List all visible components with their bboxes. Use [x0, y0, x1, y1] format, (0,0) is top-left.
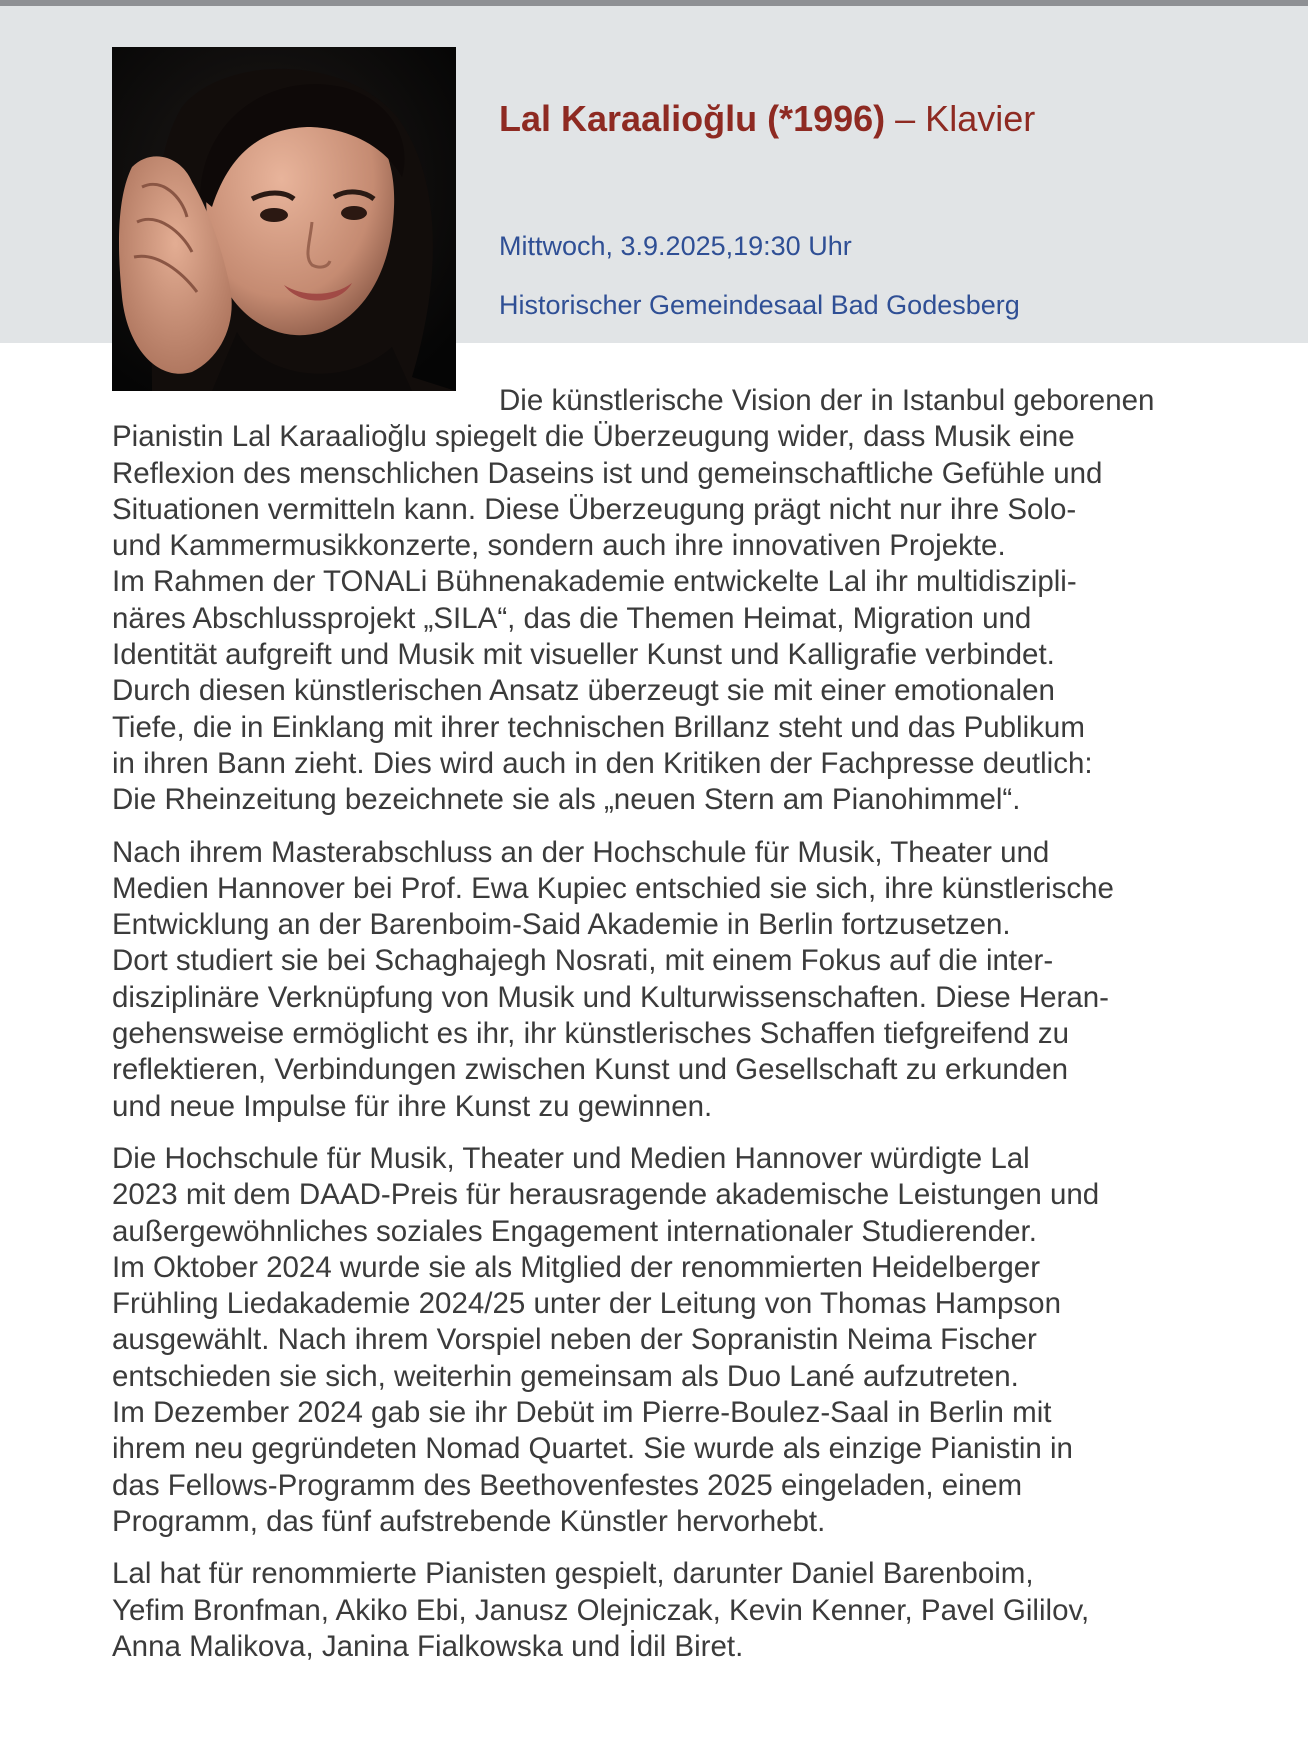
bio-line: Identität aufgreift und Musik mit visueller Kunst und Kalligrafie verbindet. [112, 638, 1055, 672]
artist-name: Lal Karaalioğlu (*1996) [499, 98, 886, 139]
bio-line: näres Abschlussprojekt „SILA“, das die Themen Heimat, Migration und [112, 601, 1032, 635]
bio-line: Tiefe, die in Einklang mit ihrer technischen Brillanz steht und das Publikum [112, 710, 1085, 744]
concert-date: Mittwoch, 3.9.2025,19:30 Uhr [499, 231, 852, 261]
bio-paragraph [112, 383, 1242, 819]
bio-line: das Fellows-Programm des Beethovenfestes 2025 eingeladen, einem [112, 1468, 1023, 1502]
bio-line: Yefim Bronfman, Akiko Ebi, Janusz Olejniczak, Kevin Kenner, Pavel Gililov, [112, 1593, 1090, 1627]
concert-title [499, 98, 1035, 140]
bio-line: Die Rheinzeitung bezeichnete sie als „neuen Stern am Pianohimmel“. [112, 783, 1021, 817]
biography [112, 383, 1242, 1681]
bio-line: außergewöhnliches soziales Engagement internationaler Studierender. [112, 1214, 1037, 1248]
bio-line: Dort studiert sie bei Schaghajegh Nosrati, mit einem Fokus auf die inter- [112, 944, 1054, 978]
bio-paragraph [112, 1556, 1242, 1665]
bio-line: Lal hat für renommierte Pianisten gespielt, darunter Daniel Barenboim, [112, 1557, 1034, 1591]
bio-paragraph [112, 1141, 1242, 1540]
bio-line: Durch diesen künstlerischen Ansatz überzeugt sie mit einer emotionalen [112, 674, 1055, 708]
bio-line: gehensweise ermöglicht es ihr, ihr künstlerisches Schaffen tiefgreifend zu [112, 1017, 1070, 1051]
bio-line: ihrem neu gegründeten Nomad Quartet. Sie wurde als einzige Pianistin in [112, 1432, 1073, 1466]
bio-line: Frühling Liedakademie 2024/25 unter der Leitung von Thomas Hampson [112, 1287, 1061, 1321]
bio-line: Entwicklung an der Barenboim-Said Akademie in Berlin fortzusetzen. [112, 908, 1011, 942]
bio-line: Medien Hannover bei Prof. Ewa Kupiec entschied sie sich, ihre künstlerische [112, 871, 1114, 905]
bio-line: disziplinäre Verknüpfung von Musik und Kulturwissenschaften. Diese Heran- [112, 980, 1109, 1014]
bio-line: entschieden sie sich, weiterhin gemeinsam als Duo Lané aufzutreten. [112, 1359, 1019, 1393]
bio-line: Reflexion des menschlichen Daseins ist und gemeinschaftliche Gefühle und [112, 456, 1103, 490]
bio-line: in ihren Bann zieht. Dies wird auch in den Kritiken der Fachpresse deutlich: [112, 746, 1093, 780]
bio-line: Die Hochschule für Musik, Theater und Medien Hannover würdigte Lal [112, 1141, 1030, 1175]
bio-line: und neue Impulse für ihre Kunst zu gewinnen. [112, 1089, 713, 1123]
bio-line: Im Oktober 2024 wurde sie als Mitglied der renommierten Heidelberger [112, 1250, 1041, 1284]
bio-line: Nach ihrem Masterabschluss an der Hochschule für Musik, Theater und [112, 835, 1050, 869]
bio-line: Im Rahmen der TONALi Bühnenakademie entwickelte Lal ihr multidiszipli- [112, 565, 1077, 599]
bio-line: Programm, das fünf aufstrebende Künstler hervorhebt. [112, 1504, 826, 1538]
bio-line: 2023 mit dem DAAD-Preis für herausragende akademische Leistungen und [112, 1178, 1100, 1212]
bio-line: Die künstlerische Vision der in Istanbul geborenen [499, 384, 1155, 417]
concert-venue: Historischer Gemeindesaal Bad Godesberg [499, 290, 1020, 320]
bio-line: ausgewählt. Nach ihrem Vorspiel neben der Sopranistin Neima Fischer [112, 1323, 1037, 1357]
artist-portrait [112, 47, 456, 391]
bio-paragraph [112, 835, 1242, 1125]
bio-line: Im Dezember 2024 gab sie ihr Debüt im Pierre-Boulez-Saal in Berlin mit [112, 1396, 1052, 1430]
bio-line: und Kammermusikkonzerte, sondern auch ihre innovativen Projekte. [112, 529, 1006, 563]
bio-line: reflektieren, Verbindungen zwischen Kunst und Gesellschaft zu erkunden [112, 1053, 1069, 1087]
bio-line: Situationen vermitteln kann. Diese Überzeugung prägt nicht nur ihre Solo- [112, 492, 1077, 526]
bio-line: Pianistin Lal Karaalioğlu spiegelt die Überzeugung wider, dass Musik eine [112, 420, 1075, 454]
bio-line: Anna Malikova, Janina Fialkowska und İdil Biret. [112, 1629, 744, 1663]
instrument: – Klavier [895, 98, 1036, 139]
